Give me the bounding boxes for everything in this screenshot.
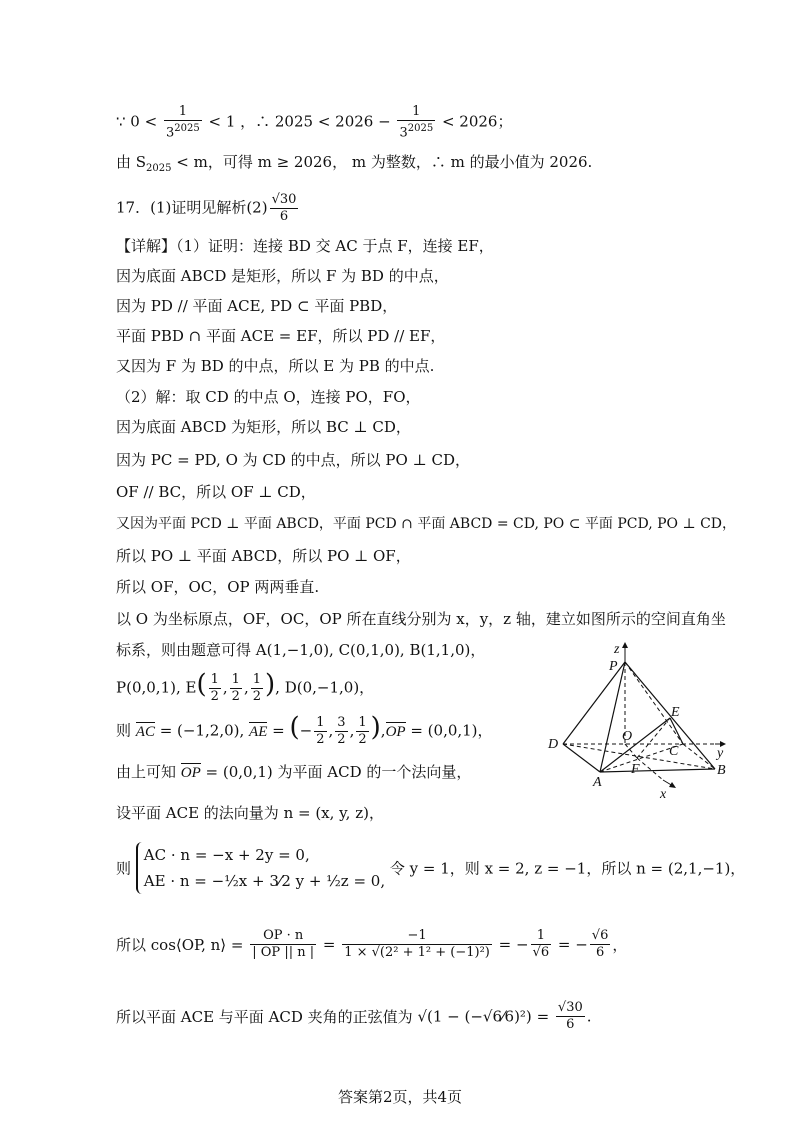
z-axis-arrow [622,642,628,648]
line-detail-6: （2）解：取 CD 的中点 O，连接 PO，FO， [116,388,421,406]
line-cosine [116,928,627,961]
label-x: x [660,787,667,800]
fraction [250,928,316,961]
label-y: y [717,746,724,761]
text-fragment: = − [493,935,529,954]
edge-da [563,744,600,772]
equation-row: AC · n = −x + 2y = 0, [143,846,310,864]
line-detail-7: 因为底面 ABCD 为矩形，所以 BC ⊥ CD， [116,418,411,436]
text-fragment: ， [612,936,628,954]
fraction [314,715,326,748]
fraction-numerator: 1 [358,715,367,730]
edge-ec [670,718,683,744]
text-fragment: = − [553,935,588,954]
edge-cb [683,744,715,769]
paren-close: ) [265,669,276,700]
equation-system [136,842,385,894]
den-base: 3 [165,125,175,141]
text-fragment: . [586,1007,592,1026]
fraction-numerator: 1 [397,104,435,121]
fraction-denominator: 6 [595,945,605,960]
text-fragment: , D(0,−1,0)， [275,678,375,697]
line-detail-4: 平面 PBD ∩ 平面 ACE = EF，所以 PD // EF， [116,327,446,345]
fraction-denominator [397,121,435,141]
line-detail-13: 以 O 为坐标原点，OF，OC，OP 所在直线分别为 x，y，z 轴，建立如图所示的空间直角坐 [116,610,726,628]
line-detail-1: 【详解】（1）证明：连接 BD 交 AC 于点 F，连接 EF， [116,237,494,255]
fraction [335,715,347,748]
fraction [556,1000,585,1033]
fraction-denominator: √6 [532,945,550,960]
text-fragment: ∵ 0 < [116,112,162,131]
label-a: A [593,775,602,790]
text-fragment: < m，可得 m ≥ 2026， m 为整数，∴ m 的最小值为 2026. [171,153,593,171]
label-d: D [548,737,559,752]
text-fragment: 则 [116,721,136,740]
fraction [590,928,611,961]
line-normal-ace: 设平面 ACE 的法向量为 n = (x, y, z)， [116,804,384,822]
label-z: z [614,642,620,657]
text-fragment: = [267,721,290,740]
fraction-denominator: 2 [231,689,240,704]
fraction-numerator: OP · n [250,928,316,945]
x-axis-dashed [637,758,663,780]
line-detail-11: 所以 PO ⊥ 平面 ABCD，所以 PO ⊥ OF， [116,547,411,565]
line-detail-9: OF // BC，所以 OF ⊥ CD， [116,483,316,501]
text-fragment: 由 S [116,153,147,171]
fraction-numerator: 1 [164,104,202,121]
text-fragment: = [531,1007,554,1026]
text-fragment: 所以 cos⟨OP, n⟩ = [116,936,249,954]
fraction [164,104,202,141]
den-base: 3 [399,125,408,141]
line-detail-10: 又因为平面 PCD ⊥ 平面 ABCD，平面 PCD ∩ 平面 ABCD = CD, PO ⊂ 平面 PCD, PO ⊥ CD， [116,516,737,532]
label-e: E [671,705,680,720]
fraction [356,715,368,748]
text-fragment: 令 y = 1，则 x = 2, z = −1，所以 n = (2,1,−1)， [389,859,746,878]
text-fragment: 由上可知 [116,763,181,781]
line-normal-acd [116,762,471,783]
fraction-denominator: 2 [358,732,367,747]
line-fe [637,718,670,758]
edge-ab [600,769,715,772]
line-points-p-e-d: P(0,0,1), E( $\frac{1}{2}$ , $\frac{1}{2}$ , $\frac{1}{2}$ ), D(0,−1,0)， [116,669,375,704]
fraction-numerator: 1 [531,928,552,945]
edge-pc [625,662,683,744]
fraction-denominator [164,121,202,141]
fraction-numerator: √30 [271,192,297,207]
line-system [116,842,745,894]
vector-op: OP [180,765,201,781]
text-fragment: = (0,0,1)， [405,721,493,740]
fraction [251,672,263,705]
line-problem-17-answer [116,192,300,225]
fraction [209,672,221,705]
fraction-numerator: 1 [231,672,240,687]
fraction [230,672,242,705]
line-min-m [116,152,592,179]
den-exponent: 2025 [407,123,434,134]
fraction-denominator: 2 [210,689,219,704]
label-f: F [631,762,640,777]
fraction [397,104,435,141]
fraction-numerator: 1 [252,672,262,687]
line-detail-14: 标系，则由题意可得 A(1,−1,0), C(0,1,0), B(1,1,0)， [116,641,486,659]
line-detail-5: 又因为 F 为 BD 的中点，所以 E 为 PB 的中点. [116,357,435,375]
fraction-numerator: 3 [337,715,346,730]
line-detail-2: 因为底面 ABCD 是矩形，所以 F 为 BD 的中点， [116,267,449,285]
text-fragment: 17．(1)证明见解析(2) [116,198,268,217]
den-exponent: 2025 [174,123,200,134]
x-axis-arrow [669,782,676,788]
label-p: P [609,659,618,674]
line-sine [116,1000,592,1033]
fraction-denominator: 2 [337,732,346,747]
label-b: B [717,763,726,778]
paren-open: ( [196,669,207,700]
text-fragment: < [203,112,226,131]
label-o: O [622,729,633,744]
pyramid-diagram [545,640,735,800]
fraction-numerator: −1 [342,928,492,945]
fraction-denominator: 6 [279,209,289,224]
paren-open: ( [289,712,300,743]
line-inequality-1 [116,104,512,141]
text-fragment: = (0,0,1) 为平面 ACD 的一个法向量， [200,763,472,781]
fraction [342,928,492,961]
text-fragment: P(0,0,1), E [116,678,197,697]
line-detail-3: 因为 PD // 平面 ACE, PD ⊂ 平面 PBD， [116,297,398,315]
text-fragment: < 2026； [437,112,513,131]
label-c: C [669,744,679,759]
fraction-numerator: √6 [591,928,609,943]
line-detail-8: 因为 PC = PD, O 为 CD 的中点，所以 PO ⊥ CD， [116,451,470,469]
text-fragment: = (−1,2,0), [154,721,250,740]
vector-op: OP [385,723,406,740]
fraction-denominator: 6 [566,1017,575,1032]
page-footer: 答案第2页，共4页 [337,1088,463,1106]
fraction-denominator: 1 × √(2² + 1² + (−1)²) [344,945,490,960]
text-fragment: 所以平面 ACE 与平面 ACD 夹角的正弦值为 [116,1008,418,1026]
subscript: 2025 [146,163,172,174]
fraction [270,192,299,225]
fraction-numerator: 1 [316,715,325,730]
vector-ae: AE [249,723,268,740]
text-fragment: 1 ，∴ 2025 < 2026 − [225,112,396,131]
line-vectors: 则 AC = (−1,2,0), AE = (− $\frac{1}{2}$ , $\frac{3}{2}$ , $\frac{1}{2}$ ),OP = (0,0,1)， [116,712,493,747]
fraction-numerator: √30 [557,1000,583,1015]
text-fragment: √(1 − (−√6⁄6)²) [417,1007,532,1026]
vector-ac: AC [135,723,155,740]
line-detail-12: 所以 OF，OC，OP 两两垂直. [116,578,320,596]
fraction [531,928,552,961]
text-fragment: 则 [116,859,132,878]
fraction-numerator: 1 [210,672,219,687]
fraction-denominator: 2 [252,689,262,704]
fraction-denominator: | OP || n | [252,945,315,960]
paren-close: ) [370,712,381,743]
fraction-denominator: 2 [316,732,325,747]
text-fragment: = [318,935,341,954]
equation-row: AE · n = −½x + 3⁄2 y + ½z = 0, [143,872,386,890]
